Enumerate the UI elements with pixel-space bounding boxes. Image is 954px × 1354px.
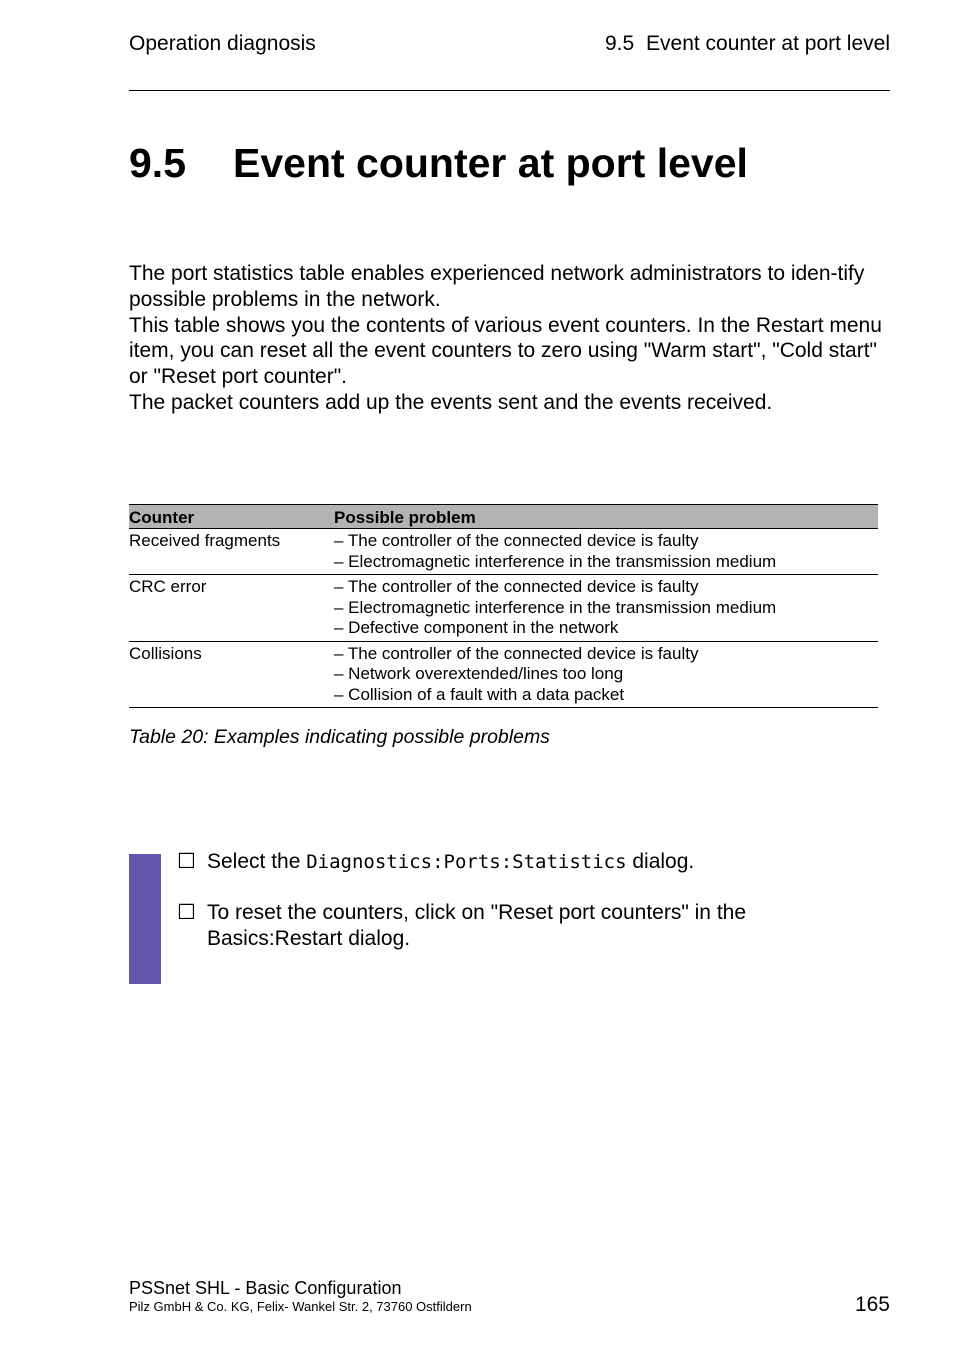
problems-table [129, 504, 878, 708]
column-header-possible-problem: Possible problem [334, 505, 878, 529]
table-caption: Table 20: Examples indicating possible problems [129, 726, 550, 748]
section-heading [129, 140, 748, 187]
problem-item: – Electromagnetic interference in the transmission medium [334, 551, 777, 571]
table-row [129, 529, 878, 575]
checkbox-icon: ☐ [177, 901, 196, 924]
footer-address: Pilz GmbH & Co. KG, Felix- Wankel Str. 2, 73760 Ostfildern [129, 1299, 472, 1314]
counter-cell: Received fragments [129, 529, 334, 575]
problem-item: – The controller of the connected device is faulty [334, 531, 699, 550]
column-header-counter: Counter [129, 505, 334, 529]
problems-cell [334, 575, 878, 642]
problem-item: – The controller of the connected device is faulty [334, 643, 699, 663]
problems-cell [334, 641, 878, 708]
header-rule [129, 90, 890, 91]
instruction-marker-bar [129, 854, 161, 984]
problems-cell [334, 529, 878, 575]
instruction-suffix: dialog. [626, 850, 695, 873]
page-number: 165 [854, 1293, 890, 1316]
instruction-step-2 [177, 900, 827, 952]
intro-paragraph: This table shows you the contents of various event counters. In the Restart menu item, you can reset all the event counters to zero using "Warm start", "Cold start" or "Reset port counter". [129, 313, 882, 389]
problem-item: – Electromagnetic interference in the transmission medium [334, 597, 777, 617]
dialog-path-code: Diagnostics:Ports:Statistics [306, 851, 627, 873]
table-row [129, 641, 878, 708]
footer-document-title: PSSnet SHL - Basic Configuration [129, 1278, 402, 1298]
counter-cell: CRC error [129, 575, 334, 642]
intro-paragraph: The port statistics table enables experienced network administrators to iden-tify possible problems in the network. [129, 262, 865, 311]
instruction-text [207, 849, 827, 876]
problem-item: – Collision of a fault with a data packet [334, 684, 625, 704]
running-header-section-number: 9.5 [604, 32, 635, 55]
section-heading-text: Event counter at port level [233, 140, 748, 186]
intro-paragraph: The packet counters add up the events sent and the events received. [129, 390, 773, 414]
running-header-chapter: Operation diagnosis [129, 32, 316, 55]
instruction-text: To reset the counters, click on "Reset port counters" in the Basics:Restart dialog. [207, 901, 747, 950]
problem-item: – The controller of the connected device is faulty [334, 577, 699, 596]
counter-cell: Collisions [129, 641, 334, 708]
instruction-prefix: Select the [207, 850, 307, 873]
table-header-row [129, 505, 878, 529]
intro-text [129, 261, 894, 416]
running-header-section-title: Event counter at port level [646, 32, 890, 55]
running-header-section [605, 32, 890, 56]
instruction-step-1 [177, 849, 827, 876]
checkbox-icon: ☐ [177, 850, 196, 873]
problem-item: – Network overextended/lines too long [334, 664, 624, 683]
table-row [129, 575, 878, 642]
section-heading-number: 9.5 [129, 140, 186, 186]
problem-item: – Defective component in the network [334, 618, 619, 637]
